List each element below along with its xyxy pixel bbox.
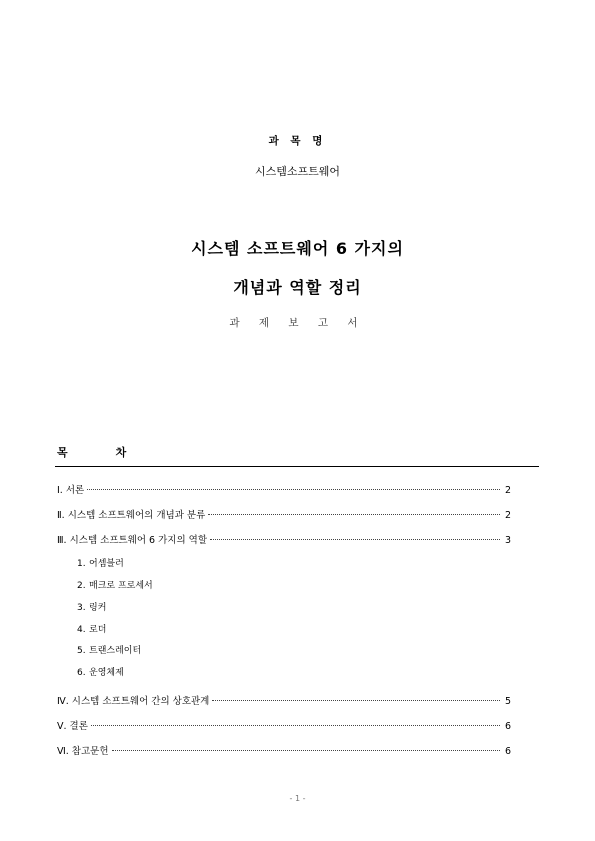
toc-heading bbox=[57, 444, 126, 460]
toc-subitem-operating-system[interactable] bbox=[77, 665, 124, 678]
toc-subitem-number: 1. bbox=[77, 559, 86, 569]
toc-subitem-number: 3. bbox=[77, 603, 86, 613]
toc-entry-page: 5 bbox=[504, 696, 511, 707]
toc-entry-label: Ⅳ. 시스템 소프트웨어 간의 상호관계 bbox=[57, 696, 210, 707]
course-label: 과 목 명 bbox=[268, 135, 327, 147]
toc-divider bbox=[55, 466, 539, 467]
toc-subitem-label: 어셈블러 bbox=[89, 559, 124, 569]
toc-subitem-number: 2. bbox=[77, 581, 86, 591]
toc-entry-label: Ⅵ. 참고문헌 bbox=[57, 746, 109, 757]
toc-leader bbox=[91, 725, 500, 726]
toc-leader bbox=[210, 539, 500, 540]
toc-subitem-number: 5. bbox=[77, 646, 86, 656]
toc-subitem-label: 트랜스레이터 bbox=[89, 646, 142, 656]
toc-subitem-label: 운영체제 bbox=[89, 668, 124, 678]
toc-heading-right: 차 bbox=[115, 446, 127, 459]
toc-subitem-assembler[interactable] bbox=[77, 556, 124, 569]
course-name: 시스템소프트웨어 bbox=[254, 165, 340, 178]
toc-subitem-number: 6. bbox=[77, 668, 86, 678]
toc-subitem-label: 매크로 프로세서 bbox=[89, 581, 153, 591]
toc-subitem-linker[interactable] bbox=[77, 600, 106, 613]
toc-entry-references[interactable] bbox=[57, 743, 511, 757]
toc-entry-concept[interactable] bbox=[57, 507, 511, 521]
toc-entry-roles[interactable] bbox=[57, 532, 511, 546]
title-line-1: 시스템 소프트웨어 6 가지의 bbox=[191, 239, 404, 258]
toc-entry-label: Ⅰ. 서론 bbox=[57, 485, 85, 496]
toc-entry-page: 6 bbox=[504, 721, 511, 732]
toc-entry-relations[interactable] bbox=[57, 693, 511, 707]
toc-subitem-number: 4. bbox=[77, 625, 86, 635]
toc-entry-label: Ⅲ. 시스템 소프트웨어 6 가지의 역할 bbox=[57, 535, 208, 546]
toc-leader bbox=[112, 750, 500, 751]
toc-leader bbox=[208, 514, 500, 515]
toc-entry-page: 2 bbox=[504, 510, 511, 521]
toc-subitem-label: 링커 bbox=[89, 603, 107, 613]
toc-entry-introduction[interactable] bbox=[57, 482, 511, 496]
toc-heading-left: 목 bbox=[57, 446, 68, 459]
toc-entry-page: 6 bbox=[504, 746, 511, 757]
toc-entry-conclusion[interactable] bbox=[57, 718, 511, 732]
toc-entry-label: Ⅴ. 결론 bbox=[57, 721, 88, 732]
toc-subitem-macro-processor[interactable] bbox=[77, 578, 153, 591]
toc-entry-page: 2 bbox=[504, 485, 511, 496]
toc-subitem-translator[interactable] bbox=[77, 643, 141, 656]
toc-leader bbox=[212, 700, 500, 701]
page-number: - 1 - bbox=[289, 794, 306, 803]
report-type: 과 제 보 고 서 bbox=[229, 317, 366, 329]
toc-leader bbox=[87, 489, 500, 490]
toc-entry-page: 3 bbox=[504, 535, 511, 546]
toc-subitem-loader[interactable] bbox=[77, 622, 106, 635]
title-line-2: 개념과 역할 정리 bbox=[233, 278, 362, 297]
toc-entry-label: Ⅱ. 시스템 소프트웨어의 개념과 분류 bbox=[57, 510, 206, 521]
toc-subitem-label: 로더 bbox=[89, 625, 107, 635]
